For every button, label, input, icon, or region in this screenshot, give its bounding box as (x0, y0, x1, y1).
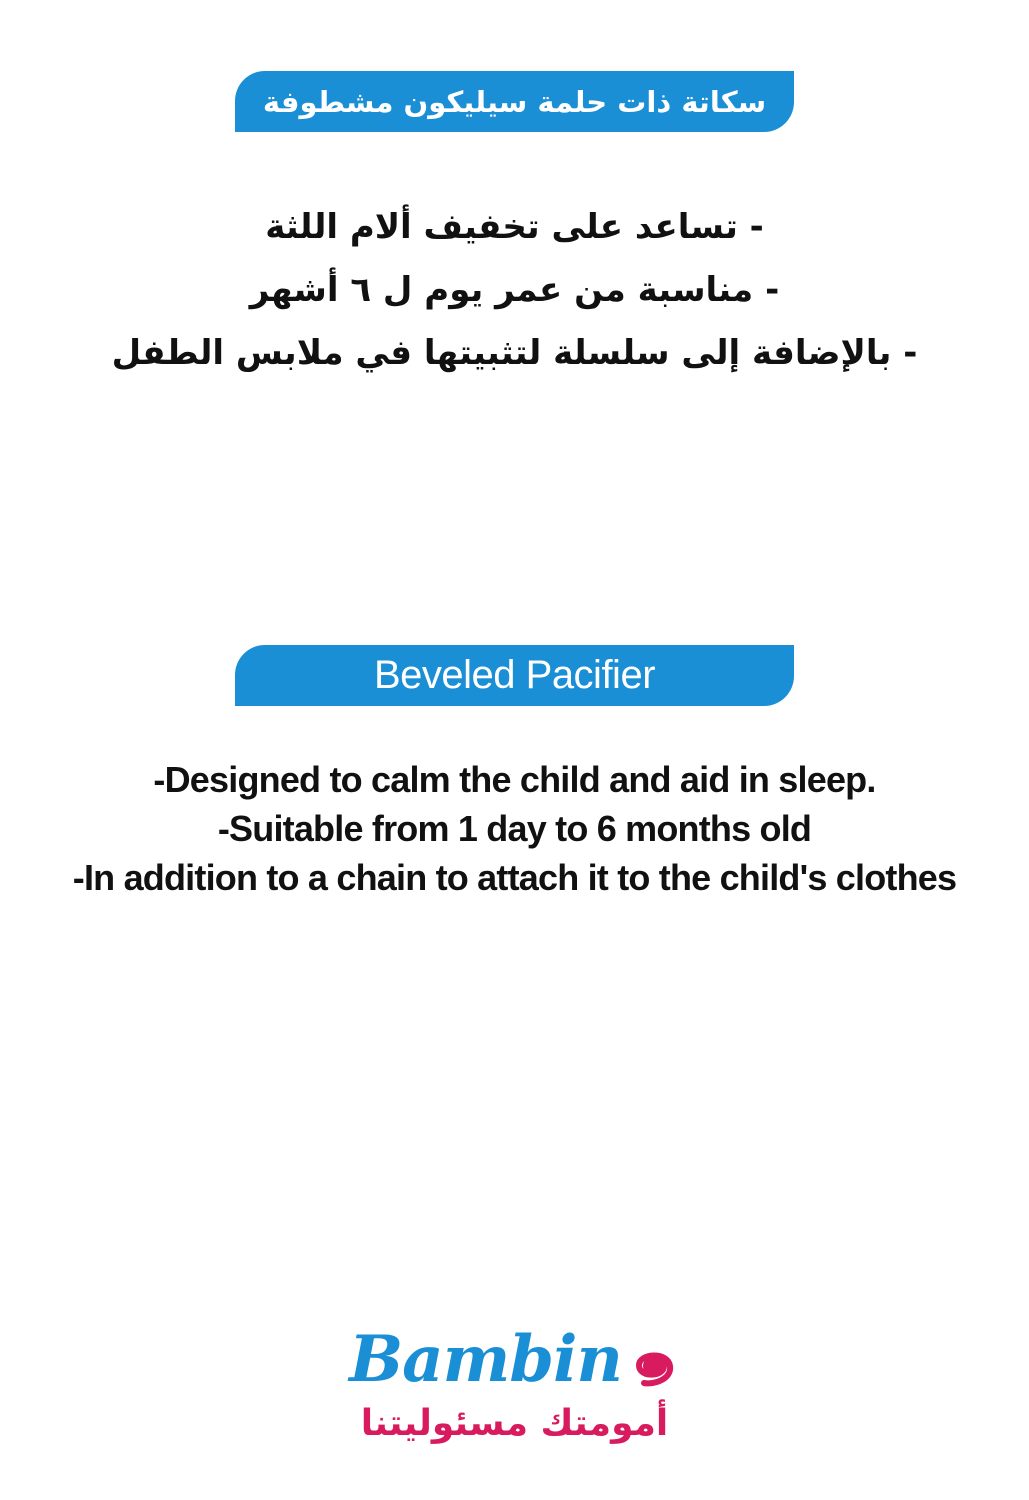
arabic-title-banner (235, 71, 794, 132)
brand-wordmark (330, 1318, 699, 1400)
english-bullet-2: -Suitable from 1 day to 6 months old (217, 808, 812, 849)
arabic-bullet-2: - مناسبة من عمر يوم ل ٦ أشهر (249, 270, 780, 310)
english-bullet-3: -In addition to a chain to attach it to the child's clothes (72, 857, 957, 898)
arabic-bullet-3: - بالإضافة إلى سلسلة لتثبيتها في ملابس الطفل (111, 333, 918, 373)
english-title-banner (235, 645, 794, 706)
english-bullet-1: -Designed to calm the child and aid in sleep. (153, 759, 876, 800)
brand-name: Bambin (349, 1321, 622, 1397)
english-title: Beveled Pacifier (373, 653, 656, 697)
arabic-bullet-1: - تساعد على تخفيف ألام اللثة (265, 207, 764, 247)
spiral-icon (624, 1341, 680, 1389)
arabic-title: سكاتة ذات حلمة سيليكون مشطوفة (262, 84, 767, 119)
arabic-bullet-list (100, 196, 929, 385)
brand-logo (330, 1318, 699, 1458)
english-bullet-list (20, 755, 1009, 902)
brand-tagline: أمومتك مسئوليتنا (360, 1403, 669, 1444)
